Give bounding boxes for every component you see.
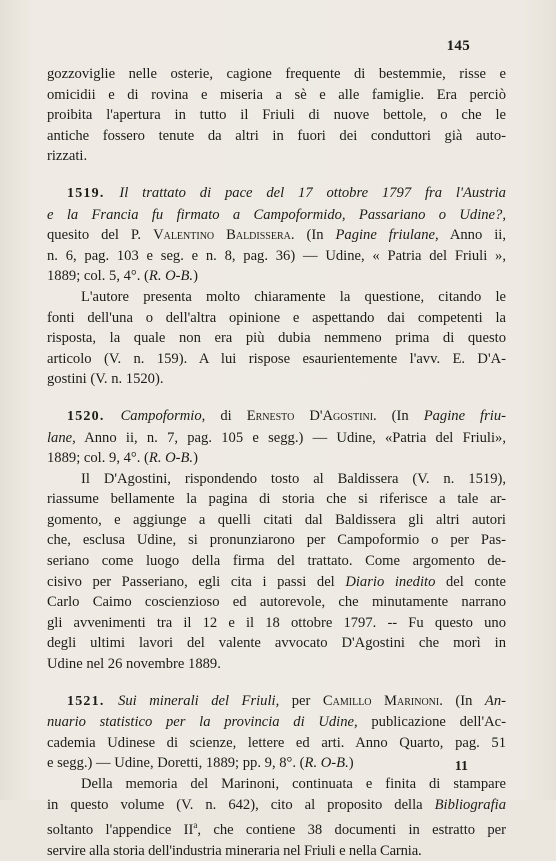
- entry-title: Campoformio,: [120, 407, 206, 424]
- collection-code: R. O-B.: [148, 268, 194, 285]
- text-line: gostini (V. n. 1520).: [47, 371, 164, 388]
- journal-name: Pagine friulane,: [335, 227, 439, 244]
- text-line: servire alla storia dell'industria mineraria nel Friuli e nella Carnia.: [47, 842, 422, 859]
- text-line: del conte: [435, 573, 506, 590]
- entry-author: Valentino Baldissera: [153, 227, 291, 244]
- text-line: articolo (V. n. 159). A lui rispose esaurientemente l'avv. E. D'A-: [47, 350, 506, 367]
- text-line: fonti dell'una o dell'altra opinione e aspettando dai competenti la: [47, 309, 506, 326]
- citation-text: Anno ii,: [438, 227, 506, 244]
- text-line: Udine nel 26 novembre 1889.: [47, 656, 221, 673]
- text-line: rizzati.: [47, 148, 88, 165]
- citation-text: per: [279, 692, 323, 709]
- text-line: risposta, la quale non era più dubia nemmeno prima di questo: [47, 330, 506, 347]
- entry-title: Il trattato di pace del 17 ottobre 1797 fra l'Austria: [119, 184, 506, 201]
- journal-name: nuario statistico per la provincia di Udine,: [47, 714, 358, 731]
- cited-work: Bibliografia: [434, 796, 506, 813]
- text-line: antiche fossero tenute da altri in fuori dei conduttori già auto-: [47, 127, 506, 144]
- citation-text: Anno ii, n. 7, pag. 105 e segg.) — Udine, «Patria del Friuli»,: [75, 429, 506, 446]
- citation-text: cademia Udinese di scienze, lettere ed arti. Anno Quarto, pag. 51: [47, 734, 506, 751]
- intro-paragraph: [47, 64, 506, 167]
- entry-author: Camillo Marinoni: [322, 692, 440, 709]
- citation-text: . (In: [290, 227, 336, 244]
- entry-1519-citation: [47, 183, 506, 287]
- citation-text: 1889; col. 9, 4°. (: [47, 450, 149, 467]
- text-line: soltanto l'appendice II: [47, 822, 194, 839]
- entry-number: 1521 .: [67, 694, 118, 709]
- text-line: gomento, e aggiunge a quelli citati dal Baldissera gli altri autori: [47, 511, 506, 528]
- citation-text: ): [348, 755, 354, 772]
- page-number: 145: [446, 38, 470, 54]
- text-line: omicidii e di rovina e miseria a sè e alle famiglie. Era perciò: [47, 86, 506, 103]
- collection-code: R. O-B.: [304, 755, 349, 772]
- citation-text: . (In: [373, 407, 424, 424]
- superscript: a: [193, 820, 198, 831]
- text-line: gli avvenimenti tra il 12 e il 18 ottobre 1797. -- Fu questo uno: [47, 614, 506, 631]
- entry-1521-annotation: [47, 774, 506, 861]
- signature-mark: 11: [454, 759, 468, 774]
- citation-text: e segg.) — Udine, Doretti, 1889; pp. 9, 8°. (: [47, 755, 305, 772]
- cited-work: Diario inedito: [345, 573, 436, 590]
- citation-text: . (In: [439, 692, 485, 709]
- text-line: degli ultimi lavori del valente avvocato D'Agostini che morì in: [47, 635, 506, 652]
- text-line: riassume bellamente la pagina di storia che si riferisce a tale ar-: [47, 491, 506, 508]
- entry-title: e la Francia fu firmato a Campoformido, Passariano o Udine?,: [47, 206, 506, 223]
- text-line: Della memoria del Marinoni, continuata e finita di stampare: [81, 776, 506, 792]
- body-text: [47, 64, 506, 861]
- text-line: che, esclusa Udine, si pronunziarono per Campoformio o per Pas-: [47, 532, 506, 549]
- journal-name: An-: [484, 692, 506, 709]
- entry-number: 1520 .: [67, 409, 121, 424]
- entry-1521-citation: [47, 691, 506, 774]
- collection-code: R. O-B.: [148, 450, 194, 467]
- text-line: in questo volume (V. n. 642), cito al proposito della: [47, 796, 435, 813]
- entry-1519-annotation: [47, 287, 506, 390]
- text-line: Carlo Caimo coscienzioso ed autorevole, che minutamente narrano: [47, 594, 506, 611]
- entry-1520-annotation: [47, 469, 506, 675]
- citation-text: ): [193, 268, 198, 285]
- citation-text: 1889; col. 5, 4°. (: [47, 268, 149, 285]
- text-line: cisivo per Passeriano, egli cita i passi del: [47, 573, 346, 590]
- journal-name: Pagine friu-: [423, 407, 507, 424]
- citation-text: di: [205, 407, 247, 424]
- entry-number: 1519 .: [67, 186, 119, 201]
- journal-name: lane,: [47, 429, 76, 446]
- entry-1520-citation: [47, 406, 506, 469]
- text-line: Il D'Agostini, rispondendo tosto al Baldissera (V. n. 1519),: [81, 470, 506, 487]
- text-line: gozzoviglie nelle osterie, cagione frequente di bestemmie, risse e: [47, 66, 506, 82]
- entry-author: Ernesto D'Agostini: [246, 407, 374, 424]
- entry-title: Sui minerali del Friuli,: [118, 692, 280, 709]
- citation-text: publicazione dell'Ac-: [357, 714, 506, 731]
- text-line: seriano come luogo della firma del trattato. Come argomento de-: [47, 553, 506, 570]
- citation-text: ): [193, 450, 198, 467]
- text-line: proibita l'apertura in tutto il Friuli di nuove bettole, o che le: [47, 107, 506, 124]
- citation-text: n. 6, pag. 103 e seg. e n. 8, pag. 36) — Udine, « Patria del Friuli »,: [47, 247, 506, 264]
- text-line: L'autore presenta molto chiaramente la questione, citando le: [81, 288, 506, 305]
- text-line: , che contiene 38 documenti in estratto per: [197, 822, 506, 839]
- citation-text: quesito del P.: [47, 227, 154, 244]
